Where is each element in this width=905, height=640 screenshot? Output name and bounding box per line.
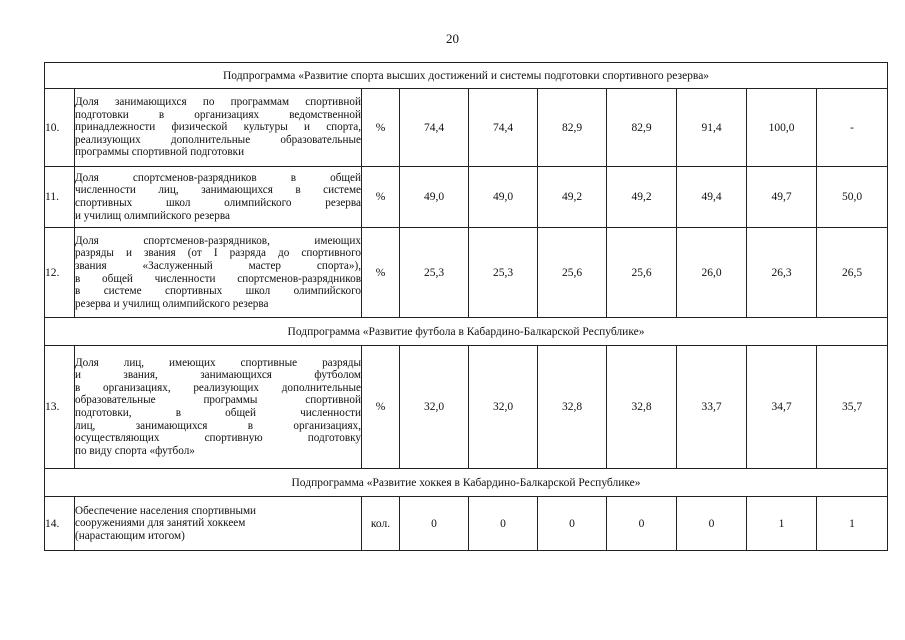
value-cell: 49,2 — [538, 167, 607, 228]
value-cell: 74,4 — [400, 89, 469, 167]
value-cell: 32,8 — [538, 346, 607, 469]
description-line: подготовки в организациях ведомственной — [75, 108, 361, 121]
description-line: сооружениями для занятий хоккеем — [75, 517, 246, 530]
unit-cell: кол. — [362, 497, 400, 551]
section-row — [45, 318, 888, 346]
table-row — [45, 346, 888, 469]
description-line: подготовки, в общей численности — [75, 407, 361, 419]
indicators-table — [44, 62, 888, 551]
value-cell: 49,2 — [607, 167, 677, 228]
indicator-description — [75, 167, 362, 228]
description-line: спортивных школ олимпийского резерва — [75, 197, 361, 209]
description-line: принадлежности физической культуры и спорта, — [75, 121, 361, 134]
unit-cell: % — [362, 228, 400, 318]
unit-cell: % — [362, 89, 400, 167]
value-cell: 49,7 — [747, 167, 817, 228]
description-line: звания «Заслуженный мастер спорта»), — [75, 259, 361, 272]
value-cell: - — [817, 89, 888, 167]
unit-cell: % — [362, 167, 400, 228]
value-cell: 0 — [607, 497, 677, 551]
table-row — [45, 167, 888, 228]
value-cell: 91,4 — [677, 89, 747, 167]
description-line: Доля спортсменов-разрядников в общей — [75, 171, 361, 184]
description-line: в организациях, реализующих дополнительные — [75, 381, 361, 394]
value-cell: 25,3 — [469, 228, 538, 318]
table-row — [45, 228, 888, 318]
description-line: в системе спортивных школ олимпийского — [75, 285, 361, 298]
section-title: Подпрограмма «Развитие спорта высших достижений и системы подготовки спортивного резерва» — [45, 63, 888, 89]
value-cell: 25,6 — [538, 228, 607, 318]
description-line: Доля спортсменов-разрядников, имеющих — [75, 234, 361, 247]
description-line: резерва и училищ олимпийского резерва — [75, 297, 269, 310]
table-row — [45, 89, 888, 167]
unit-cell: % — [362, 346, 400, 469]
value-cell: 1 — [747, 497, 817, 551]
value-cell: 32,0 — [400, 346, 469, 469]
value-cell: 0 — [677, 497, 747, 551]
value-cell: 0 — [400, 497, 469, 551]
value-cell: 26,3 — [747, 228, 817, 318]
value-cell: 33,7 — [677, 346, 747, 469]
row-number: 12. — [45, 228, 75, 318]
section-title: Подпрограмма «Развитие хоккея в Кабардино-Балкарской Республике» — [45, 469, 888, 497]
value-cell: 26,5 — [817, 228, 888, 318]
description-line: и звания, занимающихся футболом — [75, 369, 361, 382]
value-cell: 25,6 — [607, 228, 677, 318]
row-number: 14. — [45, 497, 75, 551]
indicator-description — [75, 497, 362, 551]
value-cell: 49,4 — [677, 167, 747, 228]
description-line: (нарастающим итогом) — [75, 529, 185, 542]
description-line: и училищ олимпийского резерва — [75, 209, 230, 222]
value-cell: 100,0 — [747, 89, 817, 167]
description-line: реализующих дополнительные образовательные — [75, 133, 361, 146]
description-line: Доля лиц, имеющих спортивные разряды — [75, 356, 361, 369]
description-line: осуществляющих спортивную подготовку — [75, 432, 361, 445]
description-line: лиц, занимающихся в организациях, — [75, 419, 361, 432]
value-cell: 50,0 — [817, 167, 888, 228]
section-row — [45, 63, 888, 89]
row-number: 13. — [45, 346, 75, 469]
description-line: в общей численности спортсменов-разрядников — [75, 272, 361, 285]
table-row — [45, 497, 888, 551]
description-line: Обеспечение населения спортивными — [75, 504, 257, 517]
value-cell: 1 — [817, 497, 888, 551]
value-cell: 34,7 — [747, 346, 817, 469]
description-line: Доля занимающихся по программам спортивной — [75, 96, 361, 109]
value-cell: 82,9 — [538, 89, 607, 167]
indicator-description — [75, 346, 362, 469]
row-number: 10. — [45, 89, 75, 167]
value-cell: 32,8 — [607, 346, 677, 469]
value-cell: 32,0 — [469, 346, 538, 469]
description-line: разряды и звания (от I разряда до спортивного — [75, 247, 361, 260]
value-cell: 49,0 — [469, 167, 538, 228]
description-line: по виду спорта «футбол» — [75, 444, 195, 457]
value-cell: 35,7 — [817, 346, 888, 469]
value-cell: 0 — [538, 497, 607, 551]
value-cell: 0 — [469, 497, 538, 551]
value-cell: 82,9 — [607, 89, 677, 167]
description-line: образовательные программы спортивной — [75, 394, 361, 407]
value-cell: 49,0 — [400, 167, 469, 228]
description-line: численности лиц, занимающихся в системе — [75, 184, 361, 197]
section-title: Подпрограмма «Развитие футбола в Кабардино-Балкарской Республике» — [45, 318, 888, 346]
row-number: 11. — [45, 167, 75, 228]
page-number: 20 — [446, 31, 459, 46]
value-cell: 74,4 — [469, 89, 538, 167]
indicator-description — [75, 89, 362, 167]
section-row — [45, 469, 888, 497]
value-cell: 26,0 — [677, 228, 747, 318]
value-cell: 25,3 — [400, 228, 469, 318]
indicator-description — [75, 228, 362, 318]
description-line: программы спортивной подготовки — [75, 146, 245, 159]
